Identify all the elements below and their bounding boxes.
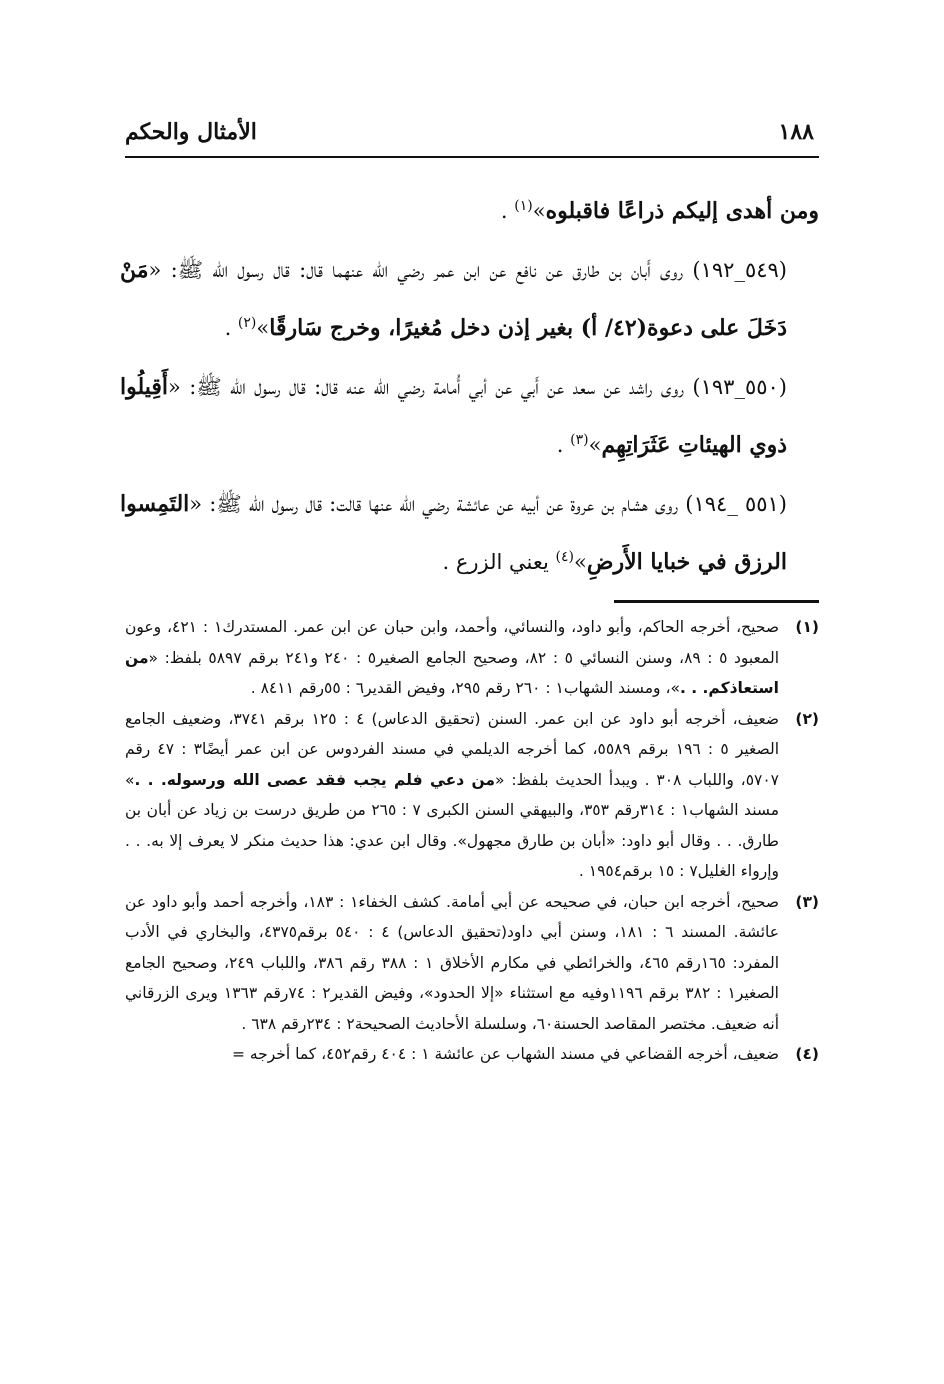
footnote-text-part: ضعيف، أخرجه القضاعي في مسند الشهاب عن عائشة ١ : ٤٠٤ رقم٤٥٢، كما أخرجه = xyxy=(231,1045,779,1063)
page-header xyxy=(125,112,814,152)
footnote-number: (٣) xyxy=(795,892,819,911)
footnote-number: (٤) xyxy=(795,1045,819,1063)
narration-intro: (٥٥١ _١٩٤) روى هشام بن عروة عن أبيه عن عائشة رضي الله عنها قالت: قال رسول الله ﷺ: « xyxy=(189,492,787,516)
footnote-number: (٢) xyxy=(795,709,819,728)
quote-close: » xyxy=(532,199,546,223)
footnote-quote: من دعي فلم يجب فقد عصى الله ورسوله. . . xyxy=(134,770,496,789)
footnote-3 xyxy=(125,887,819,1040)
footnote-text-part: » مسند الشهاب١ : ٣١٤رقم ٣٥٣، والبيهقي السنن الكبرى ٧ : ٢٦٥ من طريق درست بن زياد عن أبان بن طارق. . . وقال أبو داود: «أبان بن طارق مجهول». وقال ابن عدي: هذا حديث منكر لا يعرف إلا به. . . وإرواء الغليل٧ : ١٥ برقم١٩٥٤ . xyxy=(125,770,780,880)
main-text xyxy=(120,180,819,589)
footnote-2 xyxy=(125,704,819,887)
paragraph-end: . xyxy=(556,433,571,457)
footnote-ref: (١) xyxy=(514,198,533,214)
quote-close: » xyxy=(574,550,587,574)
footnote-text xyxy=(125,612,779,704)
footnote-text xyxy=(125,704,779,887)
footnote-text-part: »، ومسند الشهاب١ : ٢٦٠ رقم ٢٩٥، وفيض القدير٦ : ٥٥رقم ٨٤١١ . xyxy=(250,679,680,697)
paragraph-549 xyxy=(120,244,819,355)
narration-intro: (٥٤٩_١٩٢) روى أَبان بن طارق عن نافع عن ابن عمر رضي الله عنهما قال: قال رسول الله ﷺ: « xyxy=(148,258,787,282)
page-number: ١٨٨ xyxy=(778,119,814,145)
footnote-text-part: ضعيف، أخرجه أبو داود عن ابن عمر. السنن (تحقيق الدعاس) ٤ : ١٢٥ برقم ٣٧٤١، وضعيف الجامع الصغير ٥ : ١٩٦ برقم ٥٥٨٩، كما أخرجه الديلمي في مسند الفردوس عن ابن عمر أيضًا٣ : ٤٧ رقم ٥٧٠٧، واللباب ٣٠٨ . ويبدأ الحديث بلفظ: « xyxy=(125,709,780,789)
paragraph-end: . xyxy=(500,199,515,223)
hadith-text: ومن أهدى إليكم ذراعًا فاقبلوه xyxy=(545,198,819,224)
paragraph-end: . xyxy=(224,316,238,340)
hadith-text: أَقِيلُوا ذوي الهيئاتِ عَثَرَاتِهِم xyxy=(120,374,787,458)
narration-intro: (٥٥٠_١٩٣) روى راشد عن سعد عن أَبي عن أبي أُمامة رضي الله عنه قال: قال رسول الله ﷺ: « xyxy=(168,375,787,399)
footnote-text-part: صحيح، أخرجه الحاكم، وأبو داود، والنسائي، وأحمد، وابن حبان عن ابن عمر. المستدرك١ : ٤٢١، وعون المعبود ٥ : ٨٩، وسنن النسائي ٥ : ٨٢، وصحيح الجامع الصغير٥ : ٢٤٠ و٢٤١ برقم ٥٨٩٧ بلفظ: « xyxy=(125,618,780,667)
footnote-ref: (٣) xyxy=(570,432,589,448)
footnote-ref: (٢) xyxy=(237,315,257,331)
footnote-separator xyxy=(614,600,819,603)
footnote-text xyxy=(125,887,779,1040)
footnote-quote: من استعاذكم. . . xyxy=(125,648,779,697)
paragraph-551 xyxy=(120,478,819,589)
paragraph-550 xyxy=(120,361,819,472)
quote-close: » xyxy=(588,433,602,457)
footnote-4 xyxy=(125,1039,819,1070)
quote-close: » xyxy=(256,316,270,340)
hadith-text: مَنْ دَخَلَ على دعوة(٤٢/ أ) بغير إذن دخل مُغيرًا، وخرج سَارقًا xyxy=(120,257,787,341)
footnote-ref: (٤) xyxy=(555,549,574,565)
running-title: الأمثال والحكم xyxy=(125,119,257,145)
hadith-text: التَمِسوا الرزق في خبايا الأَرضِ xyxy=(120,491,787,575)
footnotes xyxy=(125,612,819,1070)
paragraph-continuation xyxy=(120,180,819,238)
footnote-text xyxy=(125,1039,779,1070)
footnote-number: (١) xyxy=(795,618,819,636)
footnote-text-part: صحيح، أخرجه ابن حبان، في صحيحه عن أبي أمامة. كشف الخفاء١ : ١٨٣، وأخرجه أحمد وأبو داود عن عائشة. المسند ٦ : ١٨١، وسنن أبي داود(تحقيق الدعاس) ٤ : ٥٤٠ برقم٤٣٧٥، والبخاري في الأدب المفرد: ١٦٥رقم ٤٦٥، والخرائطي في مكارم الأخلاق ١ : ٣٨٨ رقم ٣٨٦، واللباب ٢٤٩، وصحيح الجامع الصغير١ : ٣٨٢ برقم ١١٩٦وفيه مع استثناء «إلا الحدود»، وفيض القدير٢ : ٧٤رقم ١٣٦٣ ويرى الزرقاني أنه ضعيف. مختصر المقاصد الحسنة٦٠، وسلسلة الأحاديث الصحيحة٢ : ٢٣٤رقم ٦٣٨ . xyxy=(125,892,779,1033)
header-rule xyxy=(125,156,819,158)
paragraph-end: يعني الزرع . xyxy=(442,550,556,574)
footnote-1 xyxy=(125,612,819,704)
